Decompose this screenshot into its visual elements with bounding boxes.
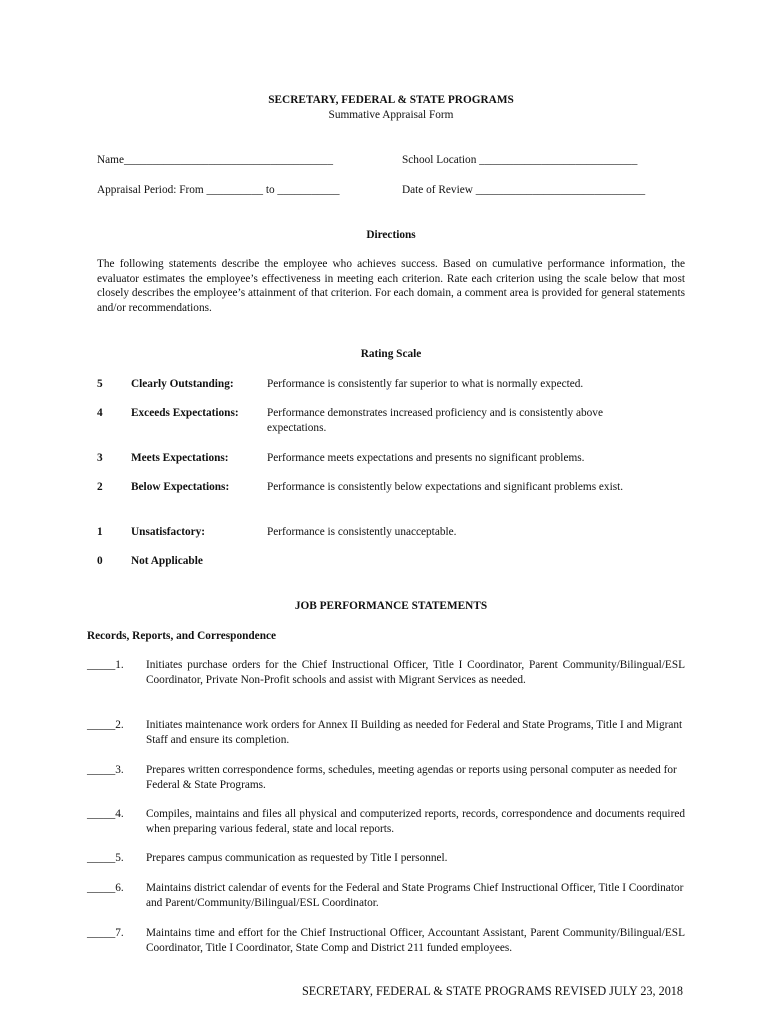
directions-heading: Directions — [366, 229, 416, 241]
rating-score: 1 — [97, 526, 103, 538]
rating-label: Meets Expectations: — [131, 452, 229, 464]
statement-text: Compiles, maintains and files all physical and computerized reports, records, correspondence and documents required when preparing various federal, state and local reports. — [146, 808, 685, 835]
rating-description: Performance meets expectations and presents no significant problems. — [267, 452, 585, 464]
rating-label: Clearly Outstanding: — [131, 378, 234, 390]
form-title: SECRETARY, FEDERAL & STATE PROGRAMS — [268, 94, 514, 106]
statement-text: Prepares campus communication as requested by Title I personnel. — [146, 852, 448, 864]
rating-label: Unsatisfactory: — [131, 526, 206, 538]
statement-rating-blank[interactable]: _____4. — [87, 808, 124, 820]
statement-rating-blank[interactable]: _____5. — [87, 852, 124, 864]
date-of-review-field[interactable]: Date of Review ______________________________ — [402, 184, 646, 196]
directions-text: The following statements describe the employee who achieves success. Based on cumulative performance information, the evaluator estimates the employee’s effectiveness in meeting each criterion. Rate each criterion using the scale below that most closely describes the employee’s attainment of that criterion. For each domain, a comment area is provided for general statements and/or recommendations. — [97, 258, 685, 314]
school-location-field[interactable]: School Location ____________________________ — [402, 154, 638, 166]
rating-score: 3 — [97, 452, 103, 464]
rating-description: Performance is consistently below expectations and significant problems exist. — [267, 481, 624, 493]
statement-text: Initiates maintenance work orders for Annex II Building as needed for Federal and State Programs, Title I and Migrant Staff and ensure its completion. — [146, 719, 683, 746]
page-footer: SECRETARY, FEDERAL & STATE PROGRAMS REVISED JULY 23, 2018 — [302, 984, 683, 998]
statement-rating-blank[interactable]: _____7. — [87, 927, 124, 939]
rating-score: 2 — [97, 481, 103, 493]
rating-description: Performance demonstrates increased proficiency and is consistently above expectations. — [267, 407, 603, 434]
rating-score: 4 — [97, 407, 103, 419]
name-field[interactable]: Name_____________________________________ — [97, 154, 333, 166]
statement-rating-blank[interactable]: _____1. — [87, 659, 124, 671]
form-subtitle: Summative Appraisal Form — [328, 109, 454, 121]
statement-text: Maintains district calendar of events for the Federal and State Programs Chief Instructional Officer, Title I Coordinator and Parent/Community/Bilingual/ESL Coordinator. — [146, 882, 684, 909]
statement-text: Prepares written correspondence forms, schedules, meeting agendas or reports using personal computer as needed for Federal & State Programs. — [146, 764, 677, 791]
rating-score: 0 — [97, 555, 103, 567]
statement-rating-blank[interactable]: _____6. — [87, 882, 124, 894]
rating-scale-heading: Rating Scale — [360, 348, 422, 360]
rating-description: Performance is consistently unacceptable. — [267, 526, 457, 538]
section-title: Records, Reports, and Correspondence — [87, 630, 277, 642]
statement-rating-blank[interactable]: _____2. — [87, 719, 124, 731]
statement-rating-blank[interactable]: _____3. — [87, 764, 124, 776]
rating-label: Below Expectations: — [131, 481, 230, 493]
rating-description: Performance is consistently far superior to what is normally expected. — [267, 378, 584, 390]
job-performance-heading: JOB PERFORMANCE STATEMENTS — [294, 600, 488, 612]
rating-label: Exceeds Expectations: — [131, 407, 239, 419]
statement-text: Maintains time and effort for the Chief Instructional Officer, Accountant Assistant, Parent Community/Bilingual/ESL Coordinator, Title I Coordinator, State Comp and District 211 funded employees. — [146, 927, 685, 954]
appraisal-period-field[interactable]: Appraisal Period: From __________ to ___________ — [97, 184, 340, 196]
rating-label: Not Applicable — [131, 555, 203, 567]
rating-score: 5 — [97, 378, 103, 390]
statement-text: Initiates purchase orders for the Chief Instructional Officer, Title I Coordinator, Parent Community/Bilingual/ESL Coordinator, Private Non-Profit schools and assist with Migrant Services as needed. — [146, 659, 685, 686]
